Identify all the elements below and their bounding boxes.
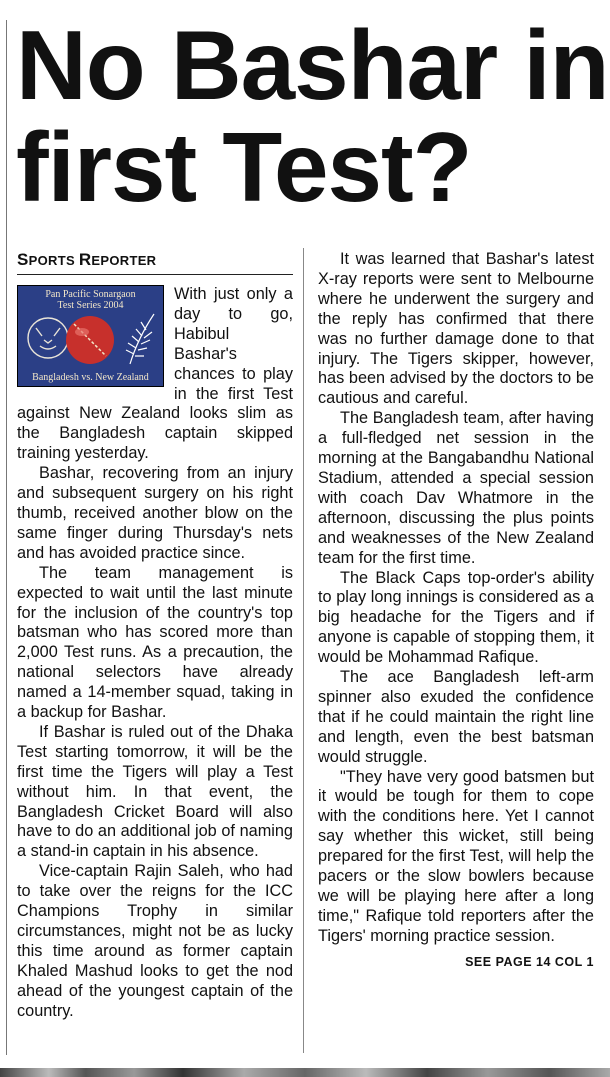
cricket-ball-icon [66, 316, 114, 364]
continuation-note: SEE PAGE 14 COL 1 [465, 954, 594, 969]
paragraph: With just only a day to go, Habibul Bashar's chances to play in the first Test against New Zealand looks slim as the Bangladesh captain skipped training yesterday. [17, 285, 293, 463]
paragraph: The ace Bangladesh left-arm spinner also exuded the confidence that if he could maintain the right line and length, even the best batsman would struggle. [318, 668, 594, 766]
paragraph: Bashar, recovering from an injury and subsequent surgery on his right thumb, received another blow on the same finger during Thursday's nets and has avoided practice since. [17, 464, 293, 562]
byline: SPORTS REPORTER [17, 250, 293, 275]
logo-title: Pan Pacific Sonargaon Test Series 2004 [45, 289, 136, 311]
silver-fern-icon [126, 314, 154, 364]
headline-line-1: No Bashar in [16, 10, 609, 120]
left-margin-rule [6, 20, 7, 1055]
headline [16, 10, 609, 222]
headline-line-2: first Test? [16, 112, 472, 222]
column-divider [303, 248, 304, 1053]
paragraph: The team management is expected to wait until the last minute for the inclusion of the country's top batsman who has scored more than 2,000 Test runs. As a precaution, the national selectors have already named a 14-member squad, taking in a backup for Bashar. [17, 563, 293, 722]
test-series-logo [17, 285, 164, 387]
paragraph: It was learned that Bashar's latest X-ray reports were sent to Melbourne where he underwent the surgery and the reply has confirmed that there was no further damage done to that injury. The Tigers skipper, however, has been advised by the doctors to be cautious and careful. [318, 250, 594, 408]
paragraph: Vice-captain Rajin Saleh, who had to take over the reigns for the ICC Champions Trophy in similar circumstances, might not be as lucky this time around as former captain Khaled Mashud looks to get the nod ahead of the youngest captain of the country. [17, 862, 293, 1020]
article-column-left [17, 250, 293, 1022]
paragraph: "They have very good batsmen but it would be tough for them to cope with the conditions here. Yet I cannot say whether this wicket, still being prepared for the first Test, will help the pacers or the slow bowlers because we will be playing here after a long time," Rafique told reporters after the Tigers' morning practice session. [318, 767, 594, 945]
cricket-ball-tiger-fern-icon [18, 310, 163, 368]
paragraph: If Bashar is ruled out of the Dhaka Test starting tomorrow, it will be the first time the Tigers will play a Test without him. In that event, the Bangladesh Cricket Board will also have to do an additional job of naming a stand-in captain in his absence. [17, 722, 293, 861]
paragraph: The Bangladesh team, after having a full-fledged net session in the morning at the Bangabandhu National Stadium, attended a special session with coach Dav Whatmore in the afternoon, discussing the plus points and weaknesses of the New Zealand team for the first time. [318, 409, 594, 567]
logo-subtitle: Bangladesh vs. New Zealand [32, 372, 149, 383]
tiger-icon [28, 318, 68, 358]
paragraph: The Black Caps top-order's ability to play long innings is considered as a big headache for the Tigers and if anyone is capable of stopping them, it would be Mohammad Rafique. [318, 568, 594, 667]
article-column-right [318, 250, 594, 973]
next-page-edge [0, 1068, 610, 1077]
